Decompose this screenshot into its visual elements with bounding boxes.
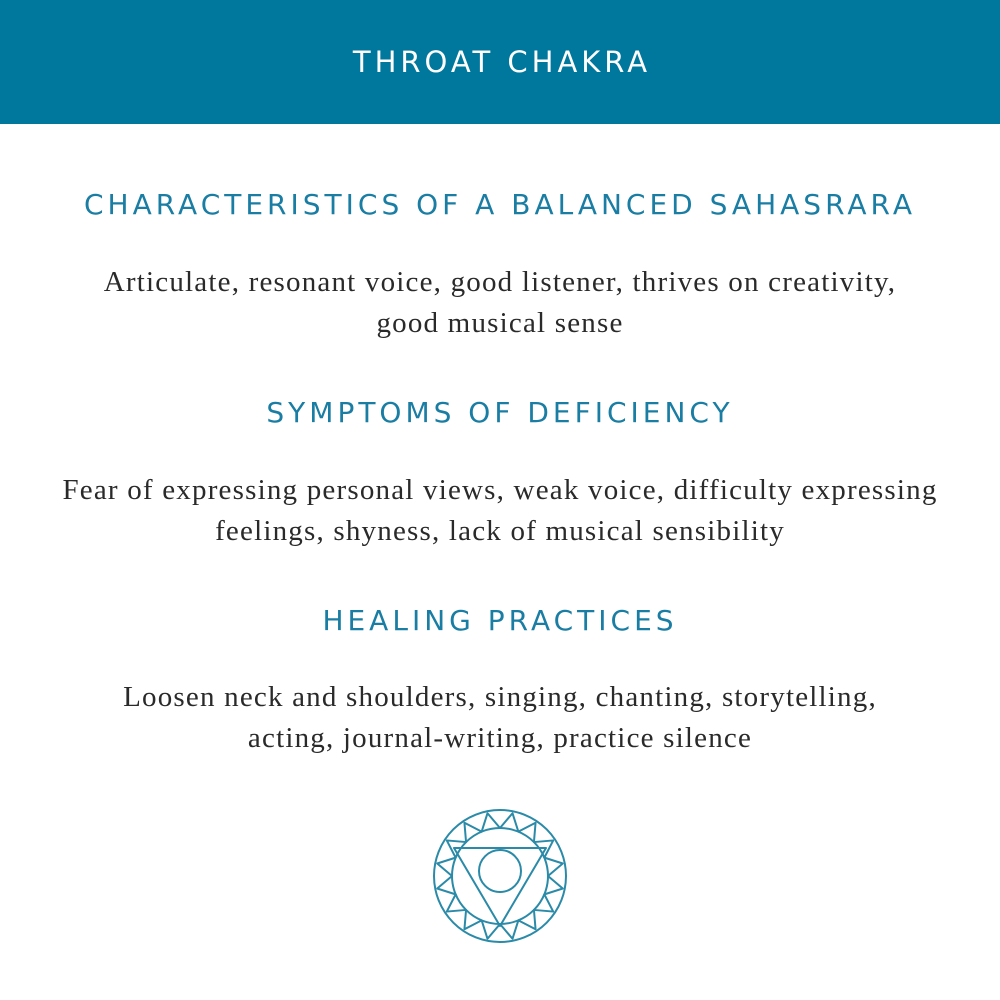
section-heading-balanced: CHARACTERISTICS OF A BALANCED SAHASRARA (83, 188, 917, 221)
body-line: Articulate, resonant voice, good listener, thrives on creativity, (103, 266, 897, 298)
throat-chakra-icon (430, 806, 570, 946)
section-heading-deficiency: SYMPTOMS OF DEFICIENCY (266, 396, 734, 429)
body-line: acting, journal-writing, practice silence (247, 722, 753, 754)
section-body-deficiency (20, 470, 980, 552)
outer-ring (434, 810, 566, 942)
header-banner (0, 0, 1000, 124)
section-body-balanced (20, 262, 980, 344)
petal-zigzag (437, 813, 563, 939)
body-line: Fear of expressing personal views, weak voice, difficulty expressing (62, 474, 938, 506)
section-heading-healing: HEALING PRACTICES (322, 604, 678, 637)
body-line: Loosen neck and shoulders, singing, chanting, storytelling, (123, 681, 877, 713)
inverted-triangle (454, 848, 546, 926)
center-circle (479, 850, 521, 892)
section-body-healing (20, 677, 980, 759)
body-line: good musical sense (376, 307, 624, 339)
petal-ring (437, 813, 563, 939)
body-line: feelings, shyness, lack of musical sensibility (215, 515, 785, 547)
page-title: THROAT CHAKRA (352, 44, 652, 79)
